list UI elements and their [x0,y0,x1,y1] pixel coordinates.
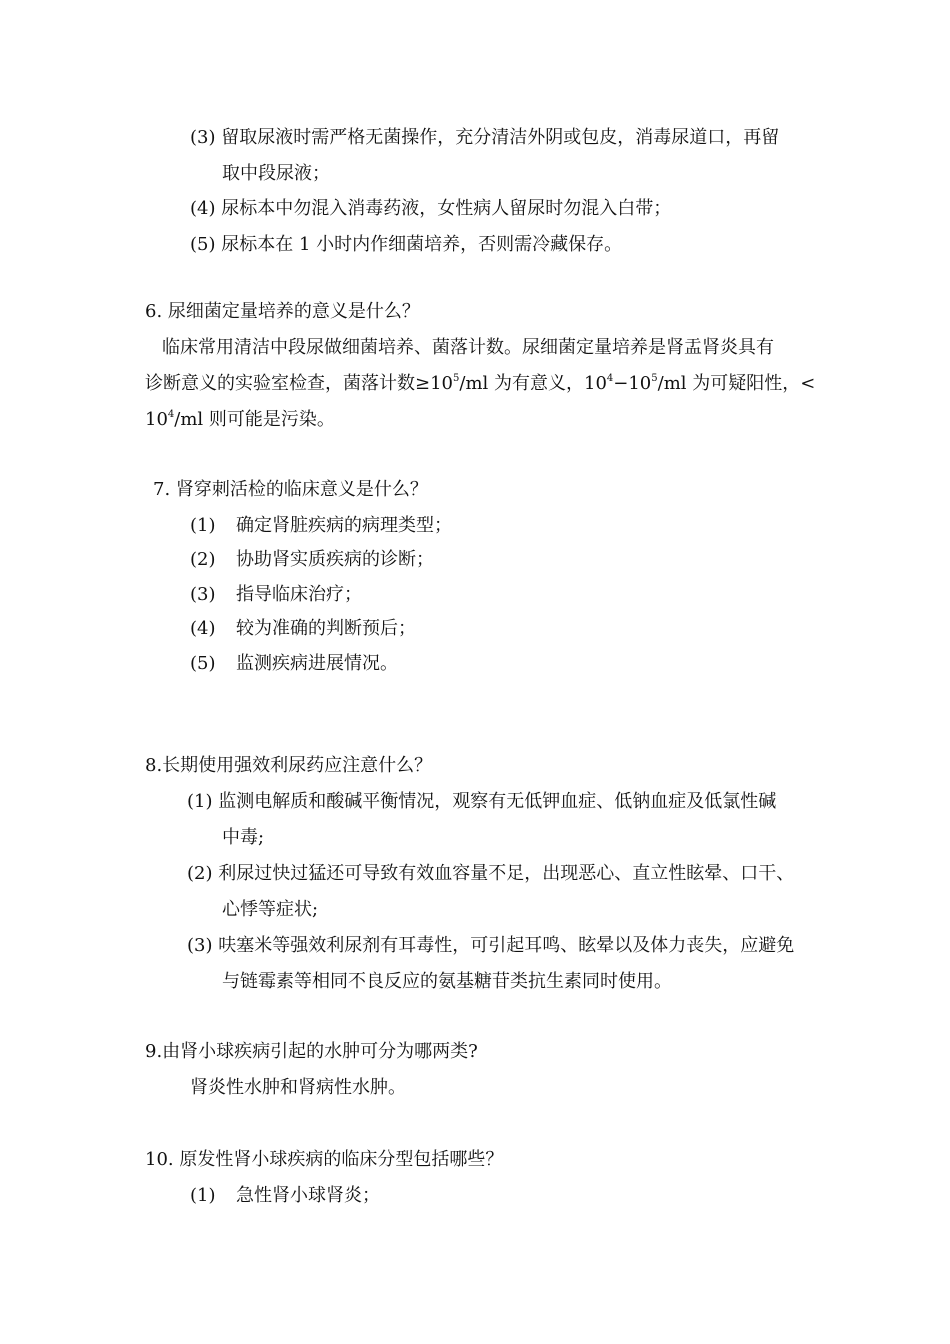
q8-item3-line2: 与链霉素等相同不良反应的氨基糖苷类抗生素同时使用。 [222,971,672,992]
q9-answer: 肾炎性水肿和肾病性水肿。 [190,1077,406,1098]
q7-title: 7. 肾穿刺活检的临床意义是什么？ [153,479,428,500]
q8-item2-line2: 心悸等症状; [222,899,319,920]
q8-title: 8.长期使用强效利尿药应注意什么？ [145,755,433,776]
q8-item1-line2: 中毒; [222,827,265,848]
q7-item: (2) 协助肾实质疾病的诊断； [190,549,434,570]
q8-item1-line1: (1) 监测电解质和酸碱平衡情况，观察有无低钾血症、低钠血症及低氯性碱 [187,791,777,812]
q7-item: (4) 较为准确的判断预后； [190,618,416,639]
q6-para-line3: $10^4/ml$ 则可能是污染。 [145,409,335,430]
s5-item3-line1: (3) 留取尿液时需严格无菌操作，充分清洁外阴或包皮，消毒尿道口，再留 [190,127,780,148]
q8-item2-line1: (2) 利尿过快过猛还可导致有效血容量不足，出现恶心、直立性眩晕、口干、 [187,863,795,884]
q10-item: (1) 急性肾小球肾炎； [190,1185,380,1206]
q9-title: 9.由肾小球疾病引起的水肿可分为哪两类? [145,1041,478,1062]
q6-para-line2: 诊断意义的实验室检查，菌落计数$\ge 10^5/ml$ 为有意义，$10^4-10^5/ml$ 为可疑阳性，< [145,373,816,394]
q10-title: 10. 原发性肾小球疾病的临床分型包括哪些？ [145,1149,504,1170]
s5-item5: (5) 尿标本在 1 小时内作细菌培养，否则需冷藏保存。 [190,234,623,255]
q6-para-line1: 临床常用清洁中段尿做细菌培养、菌落计数。尿细菌定量培养是肾盂肾炎具有 [162,337,774,358]
q6-title: 6. 尿细菌定量培养的意义是什么？ [145,301,420,322]
q7-item: (5) 监测疾病进展情况。 [190,653,398,674]
s5-item4: (4) 尿标本中勿混入消毒药液，女性病人留尿时勿混入白带； [190,198,672,219]
q7-item: (1) 确定肾脏疾病的病理类型； [190,515,452,536]
q7-item: (3) 指导临床治疗； [190,584,362,605]
q8-item3-line1: (3) 呋塞米等强效利尿剂有耳毒性，可引起耳鸣、眩晕以及体力丧失，应避免 [187,935,795,956]
s5-item3-line2: 取中段尿液； [222,163,330,184]
